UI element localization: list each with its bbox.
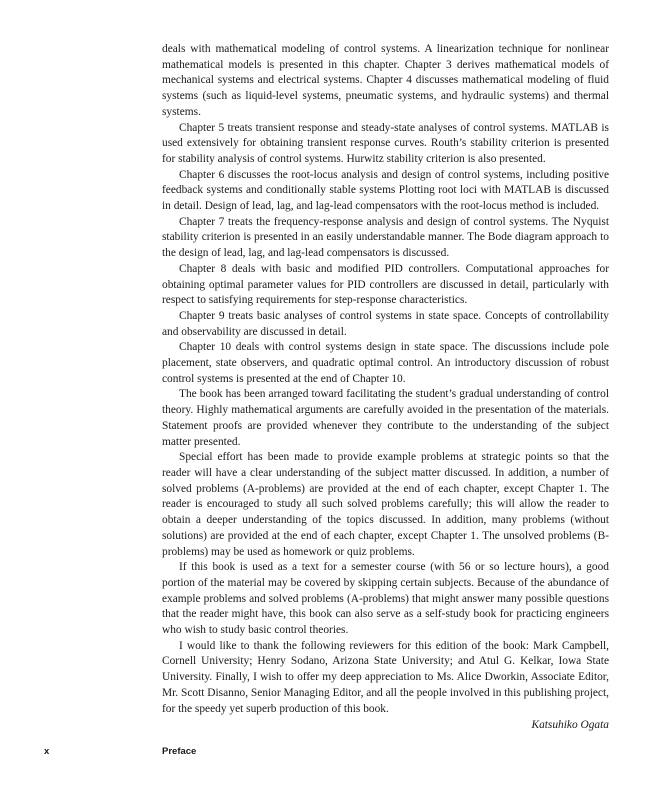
paragraph-arrangement: The book has been arranged toward facilitating the student’s gradual understanding of control theory. Highly mathematical arguments are carefully avoided in the presentation of the materials. Statement proofs are provided whenever they contribute to the understanding of the subject matter presented. (162, 388, 609, 448)
paragraph-modeling-continued: deals with mathematical modeling of control systems. A linearization technique for nonlinear mathematical models is presented in this chapter. Chapter 3 derives mathematical models of mechanical systems and electrical systems. Chapter 4 discusses mathematical modeling of fluid systems (such as liquid-level systems, pneumatic systems, and hydraulic systems) and thermal systems. (162, 43, 609, 118)
page-footer (0, 746, 653, 760)
paragraph-course-usage: If this book is used as a text for a semester course (with 56 or so lecture hours), a good portion of the material may be covered by skipping certain subjects. Because of the abundance of example problems and solved problems (A-problems) that might answer many possible questions that the reader might have, this book can also serve as a self-study book for practicing engineers who wish to study basic control theories. (162, 561, 609, 637)
paragraph-example-problems: Special effort has been made to provide example problems at strategic points so that the reader will have a clear understanding of the subject matter discussed. In addition, a number of solved problems (A-problems) are provided at the end of each chapter, except Chapter 1. The reader is encouraged to study all such solved problems carefully; this will allow the reader to obtain a deeper understanding of the topics discussed. In addition, many problems (without solutions) are provided at the end of each chapter, except Chapter 1. The unsolved problems (B-problems) may be used as homework or quiz problems. (162, 451, 609, 558)
paragraph-chapter-10: Chapter 10 deals with control systems design in state space. The discussions include pole placement, state observers, and quadratic optimal control. An introductory discussion of robust control systems is presented at the end of Chapter 10. (162, 341, 609, 385)
running-head: Preface (162, 746, 197, 757)
page-number: x (44, 746, 50, 757)
paragraph-chapter-7: Chapter 7 treats the frequency-response analysis and design of control systems. The Nyquist stability criterion is presented in an easily understandable manner. The Bode diagram approach to the design of lead, lag, and lag-lead compensators is discussed. (162, 215, 609, 260)
author-signature: Katsuhiko Ogata (531, 719, 609, 732)
body-text (162, 42, 609, 734)
paragraph-chapter-5: Chapter 5 treats transient response and steady-state analyses of control systems. MATLAB is used extensively for obtaining transient response curves. Routh’s stability criterion is presented for stability analysis of control systems. Hurwitz stability criterion is also presented. (162, 121, 609, 165)
paragraph-chapter-6: Chapter 6 discusses the root-locus analysis and design of control systems, including positive feedback systems and conditionally stable systems Plotting root loci with MATLAB is discussed in detail. Design of lead, lag, and lag-lead compensators with the root-locus method is included. (162, 168, 609, 213)
paragraph-acknowledgments: I would like to thank the following reviewers for this edition of the book: Mark Campbell, Cornell University; Henry Sodano, Arizona State University; and Atul G. Kelkar, Iowa State University. Finally, I wish to offer my deep appreciation to Ms. Alice Dworkin, Associate Editor, Mr. Scott Disanno, Senior Managing Editor, and all the people involved in this publishing project, for the speedy yet superb production of this book. (162, 639, 609, 715)
paragraph-chapter-9: Chapter 9 treats basic analyses of control systems in state space. Concepts of controllability and observability are discussed in detail. (162, 309, 609, 338)
paragraph-chapter-8: Chapter 8 deals with basic and modified PID controllers. Computational approaches for obtaining optimal parameter values for PID controllers are discussed in detail, particularly with respect to satisfying requirements for step-response characteristics. (162, 262, 609, 307)
